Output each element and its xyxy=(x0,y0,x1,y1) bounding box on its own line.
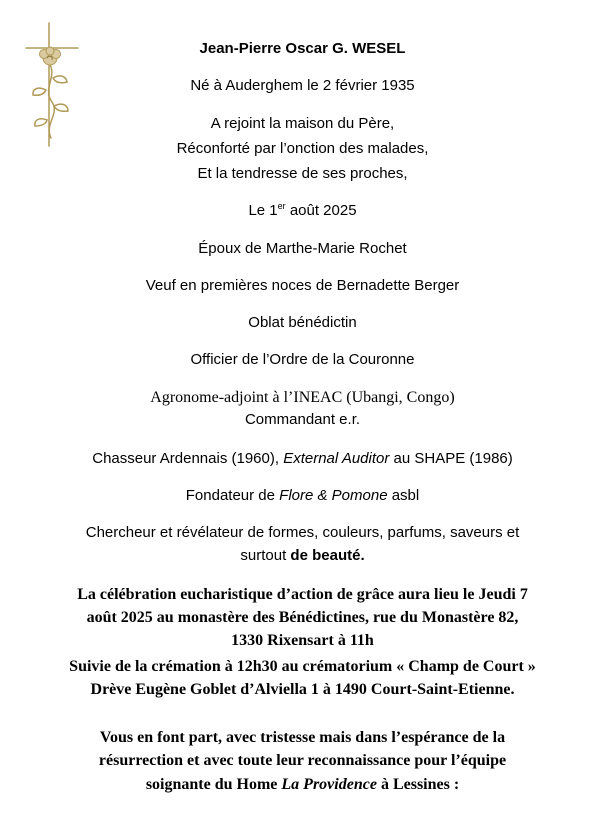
agronome-line: Agronome-adjoint à l’INEAC (Ubangi, Congo) xyxy=(150,389,455,406)
chasseur-em: External Auditor xyxy=(283,450,390,467)
faire-part-line-3 xyxy=(0,775,605,794)
death-date-sup: er xyxy=(277,201,286,211)
celebration-line-5: Drève Eugène Goblet d’Alviella 1 à 1490 Court-Saint-Etienne. xyxy=(90,681,515,698)
faire-part-line-2: résurrection et avec toute leur reconnaissance pour l’équipe xyxy=(98,752,507,769)
chercheur-bold: de beauté. xyxy=(290,547,365,564)
chasseur-line xyxy=(0,450,605,468)
death-date xyxy=(0,202,605,220)
oblate-line: Oblat bénédictin xyxy=(248,314,357,331)
spouse-line: Époux de Marthe-Marie Rochet xyxy=(198,240,407,257)
deceased-name: Jean-Pierre Oscar G. WESEL xyxy=(199,40,406,57)
widower-line: Veuf en premières noces de Bernadette Berger xyxy=(145,277,460,294)
faire-part-line-1: Vous en font part, avec tristesse mais dans l’espérance de la xyxy=(99,729,506,746)
celebration-line-2: août 2025 au monastère des Bénédictines, rue du Monastère 82, xyxy=(86,609,519,626)
celebration-line-1: La célébration eucharistique d’action de grâce aura lieu le Jeudi 7 xyxy=(77,586,528,603)
chasseur-post: au SHAPE (1986) xyxy=(389,450,513,467)
rejoin-line-2: Réconforté par l’onction des malades, xyxy=(176,140,429,157)
commandant-line: Commandant e.r. xyxy=(244,411,361,428)
chasseur-pre: Chasseur Ardennais (1960), xyxy=(92,450,284,467)
fondateur-em: Flore & Pomone xyxy=(279,487,388,504)
chercheur-line-1: Chercheur et révélateur de formes, couleurs, parfums, saveurs et xyxy=(85,524,520,541)
fondateur-pre: Fondateur de xyxy=(185,487,280,504)
faire-part-em: La Providence xyxy=(281,776,377,793)
celebration-line-4: Suivie de la crémation à 12h30 au crématorium « Champ de Court » xyxy=(69,658,536,675)
rejoin-line-3: Et la tendresse de ses proches, xyxy=(197,165,408,182)
faire-part-post: à Lessines : xyxy=(376,776,460,793)
death-date-prefix: Le 1 xyxy=(248,202,278,219)
birth-line: Né à Auderghem le 2 février 1935 xyxy=(190,77,415,94)
chercheur-pre: surtout xyxy=(240,547,291,564)
rejoin-line-1: A rejoint la maison du Père, xyxy=(210,115,395,132)
fondateur-line xyxy=(0,487,605,505)
faire-part-pre: soignante du Home xyxy=(145,776,282,793)
death-date-suffix: août 2025 xyxy=(285,202,357,219)
order-line: Officier de l’Ordre de la Couronne xyxy=(190,351,415,368)
chercheur-line-2 xyxy=(0,547,605,565)
fondateur-post: asbl xyxy=(387,487,420,504)
celebration-line-3: 1330 Rixensart à 11h xyxy=(231,632,374,649)
